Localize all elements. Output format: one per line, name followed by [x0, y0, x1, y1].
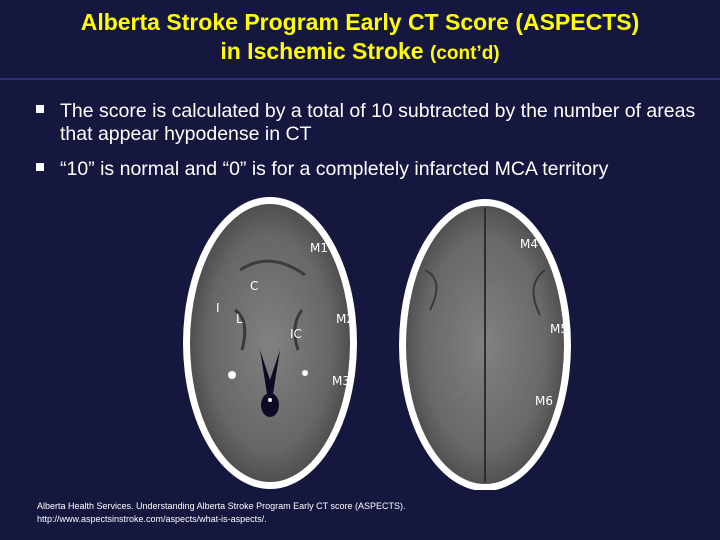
- citation-line-1: Alberta Health Services. Understanding Alberta Stroke Program Early CT score (ASPECTS).: [37, 501, 406, 511]
- ct-scan-supraganglionic: [385, 190, 585, 490]
- bullet-square-icon: [36, 163, 44, 171]
- scan-label-m6: M6: [535, 394, 553, 408]
- bullet-list: [36, 100, 706, 193]
- title-line-2-main: in Ischemic Stroke: [220, 38, 424, 64]
- title-line-2: [0, 37, 720, 68]
- scan-label-m5: M5: [550, 322, 568, 336]
- scan-label-ic: IC: [290, 327, 302, 341]
- slide-title: [0, 8, 720, 68]
- scan-label-m2: M2: [336, 312, 354, 326]
- citation: [37, 500, 637, 526]
- bullet-item: [36, 158, 706, 181]
- scan-label-c: C: [250, 279, 259, 293]
- citation-line-2: http://www.aspectsinstroke.com/aspects/what-is-aspects/.: [37, 514, 267, 524]
- title-bar: [0, 0, 720, 80]
- scan-label-l: L: [236, 312, 243, 326]
- title-line-2-suffix: (cont’d): [429, 43, 500, 64]
- ct-scans: [0, 190, 720, 490]
- scan-label-m4: M4: [520, 237, 538, 251]
- bullet-square-icon: [36, 105, 44, 113]
- scan-label-i: I: [216, 301, 220, 315]
- bullet-text: “10” is normal and “0” is for a completely infarcted MCA territory: [60, 158, 609, 180]
- bullet-text: The score is calculated by a total of 10 subtracted by the number of areas that appear hypodense in CT: [60, 100, 696, 145]
- ct-scan-basal-ganglia: [180, 190, 380, 490]
- title-line-1: Alberta Stroke Program Early CT Score (ASPECTS): [80, 9, 640, 35]
- scan-label-m3: M3: [332, 374, 350, 388]
- scan-label-m1: M1: [310, 241, 328, 255]
- bullet-item: [36, 100, 706, 146]
